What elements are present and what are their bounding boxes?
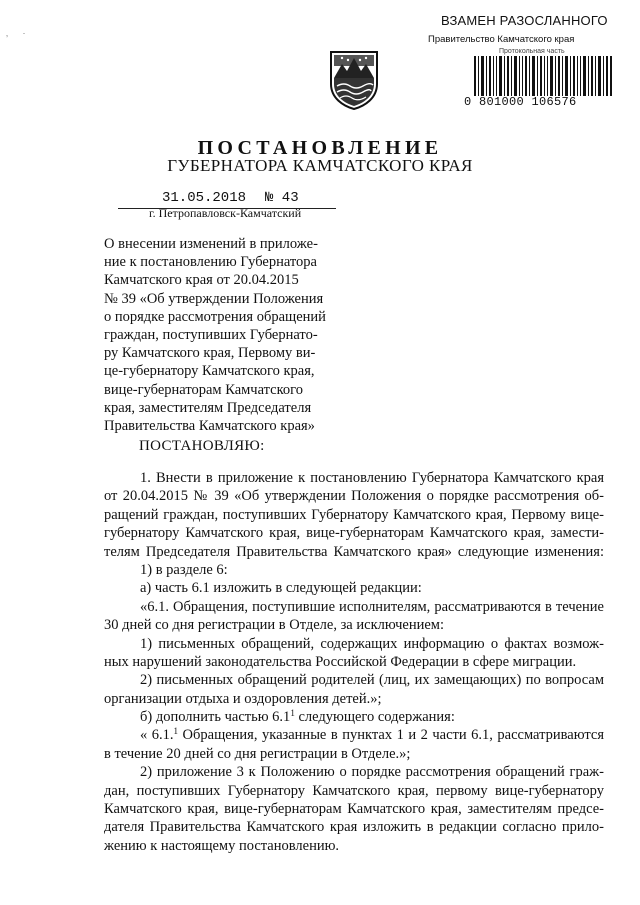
barcode-icon xyxy=(474,56,612,96)
subject-line: це-губернатору Камчатского края, xyxy=(104,363,315,380)
body-line: ных нарушений законодательства Российской Федерации в сфере миграции. xyxy=(104,653,577,670)
body-line: в течение 20 дней со дня регистрации в Отделе.»; xyxy=(104,745,411,762)
document-subject xyxy=(104,235,334,435)
stamp-organization: Правительство Камчатского края xyxy=(428,34,575,45)
body-line: жению к настоящему постановлению. xyxy=(104,837,340,854)
document-title: ПОСТАНОВЛЕНИЕ xyxy=(197,137,443,159)
body-line: ращений граждан, поступивших Губернатору Камчатского края, Первому вице- xyxy=(104,506,604,523)
body-text: « 6.1. xyxy=(140,727,174,744)
subject-line: О внесении изменений в приложе- xyxy=(104,236,318,252)
document-issuer: ГУБЕРНАТОРА КАМЧАТСКОГО КРАЯ xyxy=(167,156,473,175)
body-line: 1) письменных обращений, содержащих информацию о фактах возмож- xyxy=(140,635,604,652)
document-number: № 43 xyxy=(265,190,299,206)
body-line: дан, поступивших Губернатору Камчатского края, первому вице-губернатору xyxy=(104,782,604,799)
body-line: 1. Внести в приложение к постановлению Губернатора Камчатского края xyxy=(140,470,604,486)
superscript: 1 xyxy=(173,726,179,737)
barcode-label: Протокольная часть xyxy=(499,48,565,55)
subject-line: ние к постановлению Губернатора xyxy=(104,254,317,271)
body-text: следующего содержания: xyxy=(294,709,455,726)
subject-line: Правительства Камчатского края» xyxy=(104,418,315,435)
barcode-stamp xyxy=(464,48,614,120)
body-text: Обращения, указанные в пунктах 1 и 2 части 6.1, рассматриваются xyxy=(178,727,604,744)
subject-line: о порядке рассмотрения обращений xyxy=(104,308,326,325)
subject-line: № 39 «Об утверждении Положения xyxy=(104,290,324,307)
body-line: телям Председателя Правительства Камчатского края» следующие изменения: xyxy=(104,543,604,560)
body-line: Камчатского края, вице-губернаторам Камчатского края, заместителям предсе- xyxy=(104,801,604,818)
subject-line: края, заместителям Председателя xyxy=(104,399,312,416)
subject-line: Камчатского края от 20.04.2015 xyxy=(104,272,299,289)
decree-word: ПОСТАНОВЛЯЮ: xyxy=(139,438,265,454)
kamchatka-coat-of-arms-icon xyxy=(328,48,380,110)
body-text: б) дополнить частью 6.1 xyxy=(140,709,291,726)
body-line: организации отдыха и оздоровления детей.»; xyxy=(104,690,382,707)
body-line: губернатору Камчатского края, вице-губернаторам Камчатского края, замести- xyxy=(104,525,604,542)
subject-line: вице-губернаторам Камчатского xyxy=(104,381,303,398)
stamp-title: ВЗАМЕН РАЗОСЛАННОГО xyxy=(441,13,608,28)
barcode-number: 0 801000 106576 xyxy=(464,95,577,109)
document-city: г. Петропавловск-Камчатский xyxy=(149,206,302,220)
body-line-with-superscript xyxy=(104,726,604,744)
body-line: 1) в разделе 6: xyxy=(140,561,228,578)
document-body xyxy=(104,469,604,855)
body-line: 2) приложение 3 к Положению о порядке рассмотрения обращений граж- xyxy=(140,764,604,781)
body-line: от 20.04.2015 № 39 «Об утверждении Положения о порядке рассмотрения об- xyxy=(104,488,604,505)
subject-line: граждан, поступивших Губернато- xyxy=(104,327,318,344)
body-line: а) часть 6.1 изложить в следующей редакции: xyxy=(140,580,422,597)
body-line: 2) письменных обращений родителей (лиц, их замещающих) по вопросам xyxy=(140,672,604,689)
body-line: дателя Правительства Камчатского края изложить в редакции согласно прило- xyxy=(104,819,604,836)
document-date: 31.05.2018 xyxy=(162,190,247,206)
body-line: «6.1. Обращения, поступившие исполнителям, рассматриваются в течение xyxy=(140,598,604,615)
body-line: 30 дней со дня регистрации в Отделе, за исключением: xyxy=(104,617,445,634)
scan-corner-mark: ‚ · xyxy=(6,28,32,38)
body-line-with-superscript xyxy=(104,708,604,726)
superscript: 1 xyxy=(290,708,295,719)
subject-line: ру Камчатского края, Первому ви- xyxy=(104,345,316,362)
